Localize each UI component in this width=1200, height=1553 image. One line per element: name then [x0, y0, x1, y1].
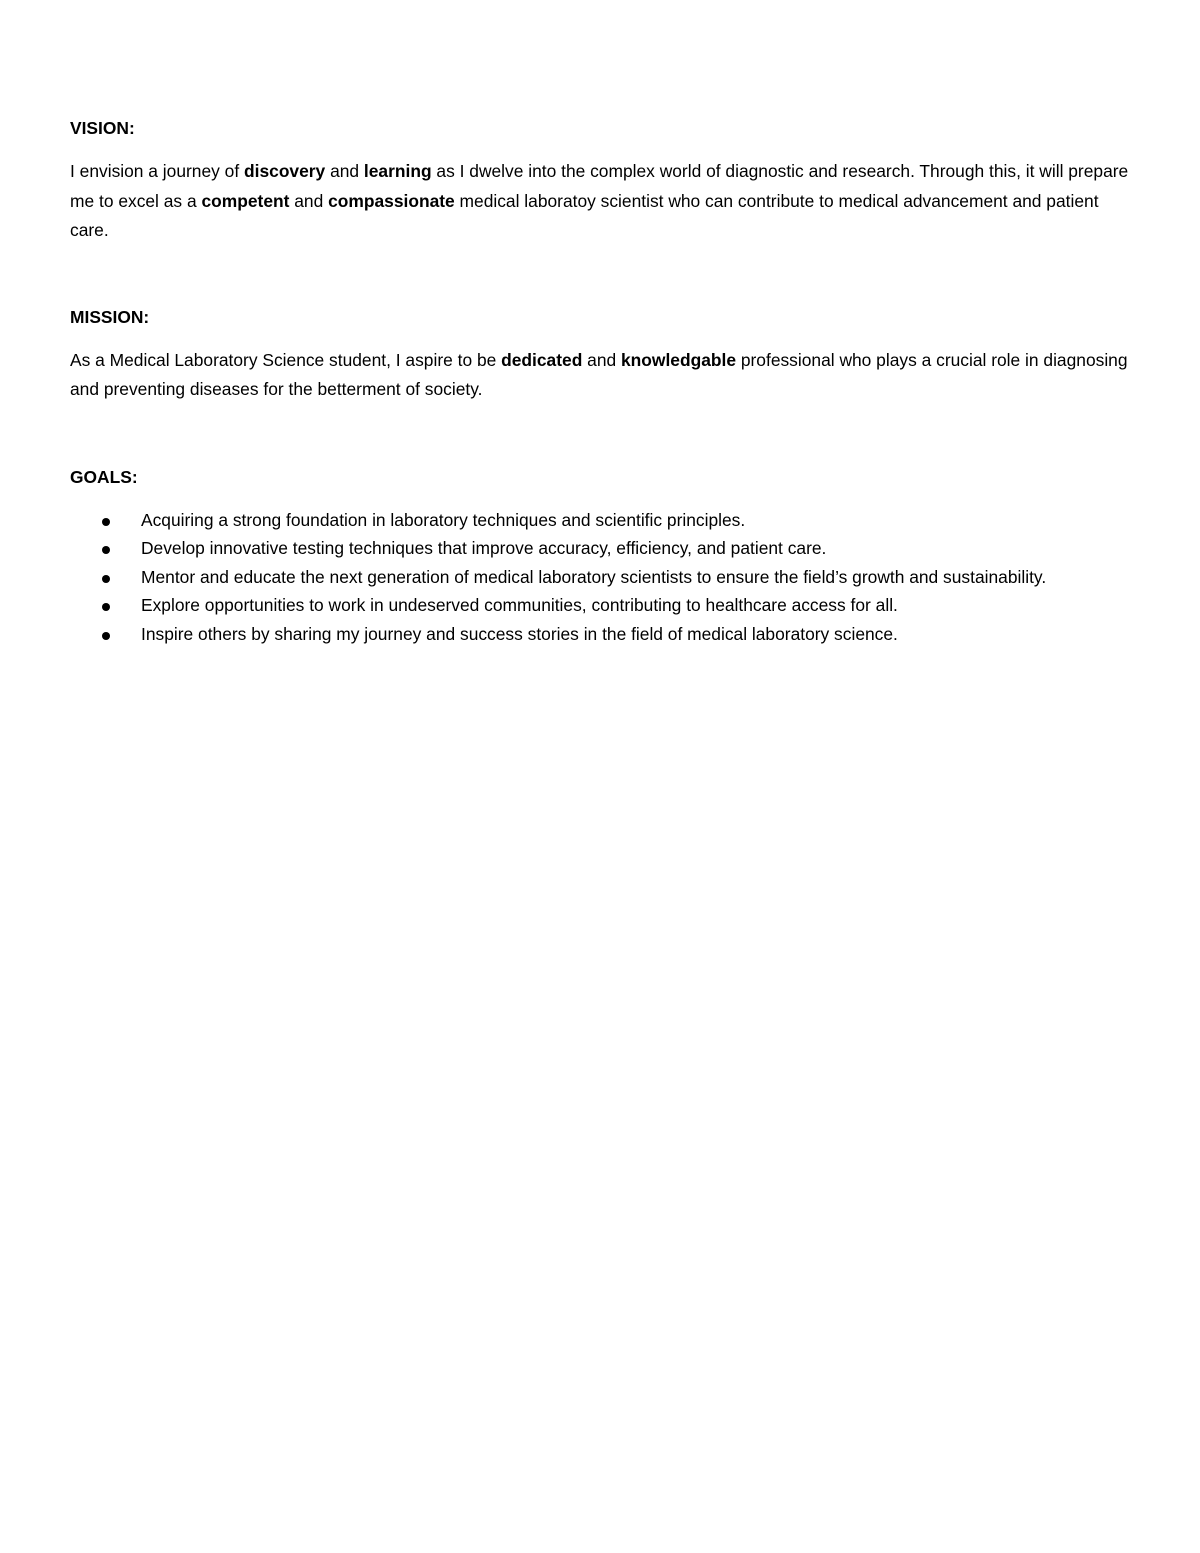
goals-list [70, 506, 1140, 649]
vision-text-segment: medical laboratoy scientist who can contribute to medical advancement and patient care. [70, 190, 1099, 240]
goal-text: Acquiring a strong foundation in laboratory techniques and scientific principles. [141, 509, 746, 530]
goal-text: Inspire others by sharing my journey and success stories in the field of medical laboratory science. [141, 623, 898, 644]
vision-text-segment: as I dwelve into the complex world of diagnostic and research. Through this, it will prepare me to excel as a [70, 161, 1129, 211]
goal-text: Explore opportunities to work in undeserved communities, contributing to healthcare access for all. [141, 595, 898, 615]
goal-item [70, 591, 1140, 620]
mission-keyword: dedicated [501, 349, 583, 370]
goal-text: Develop innovative testing techniques that improve accuracy, efficiency, and patient care. [141, 538, 827, 558]
mission-keyword: knowledgable [621, 349, 737, 370]
goals-heading: GOALS: [70, 466, 138, 487]
vision-keyword: compassionate [328, 190, 455, 211]
mission-heading: MISSION: [70, 306, 150, 327]
goal-item [70, 506, 1140, 535]
bullet-icon [102, 575, 110, 583]
mission-paragraph [70, 346, 1140, 405]
bullet-icon [102, 518, 110, 526]
goal-item [70, 563, 1140, 592]
vision-section [70, 114, 1140, 246]
mission-text-segment: As a Medical Laboratory Science student, I aspire to be [70, 349, 502, 370]
goal-text: Mentor and educate the next generation of medical laboratory scientists to ensure the field’s growth and sustainability. [141, 566, 1047, 587]
goal-item [70, 620, 1140, 649]
document-content [70, 114, 1140, 648]
bullet-icon [102, 632, 110, 640]
bullet-icon [102, 546, 110, 554]
vision-heading: VISION: [70, 118, 135, 138]
goal-item [70, 534, 1140, 563]
vision-keyword: competent [201, 190, 290, 211]
vision-text-segment: and [289, 190, 329, 211]
mission-section [70, 303, 1140, 405]
vision-paragraph [70, 157, 1140, 246]
mission-text-segment: professional who plays a crucial role in diagnosing and preventing diseases for the betterment of society. [70, 349, 1128, 399]
vision-text-segment: and [325, 161, 364, 181]
bullet-icon [102, 603, 110, 611]
vision-text-segment: I envision a journey of [70, 161, 245, 181]
vision-keyword: discovery [244, 161, 326, 181]
goals-section [70, 463, 1140, 649]
mission-text-segment: and [582, 349, 622, 370]
vision-keyword: learning [363, 161, 432, 181]
